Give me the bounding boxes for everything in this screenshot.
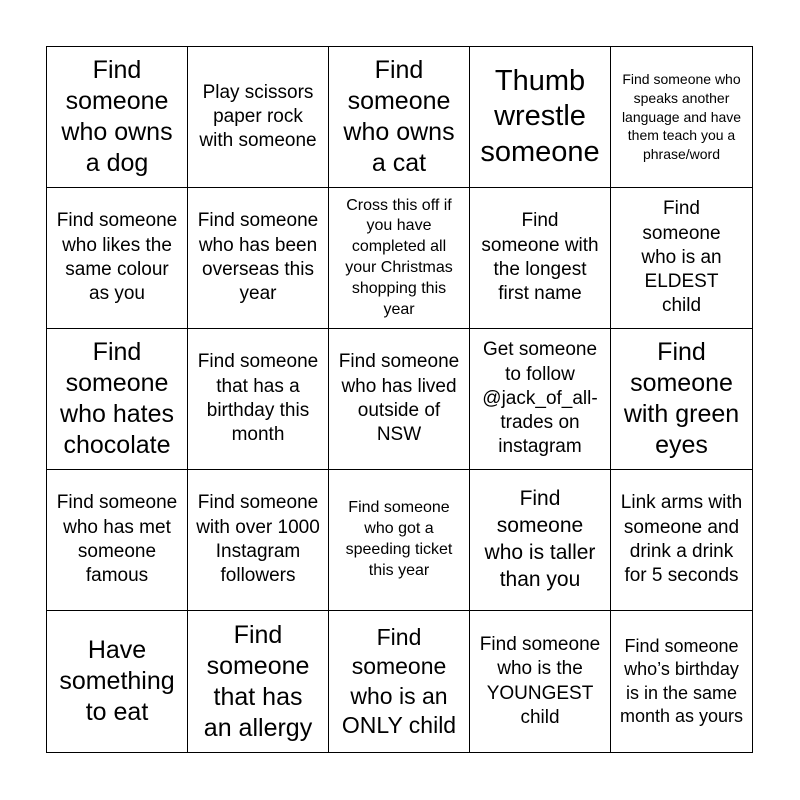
bingo-cell-text: Get someone to follow @jack_of_all-trades on instagram — [482, 339, 598, 458]
bingo-cell[interactable] — [611, 329, 752, 470]
bingo-cell-text: Find someone with green eyes — [623, 338, 740, 459]
bingo-cell-text: Find someone with over 1000 Instagram followers — [196, 492, 320, 587]
bingo-cell-text: Cross this off if you have completed all your Christmas shopping this year — [345, 196, 453, 318]
bingo-cell[interactable] — [470, 188, 611, 329]
bingo-cell[interactable] — [47, 611, 188, 752]
bingo-cell-text: Find someone who got a speeding ticket this year — [345, 499, 453, 579]
bingo-cell[interactable] — [611, 611, 752, 752]
bingo-cell-text: Play scissors paper rock with someone — [199, 81, 317, 152]
bingo-cell-text: Find someone who is an ONLY child — [341, 623, 457, 738]
bingo-cell-text: Find someone who hates chocolate — [60, 338, 174, 459]
bingo-cell-text: Find someone who is taller than you — [484, 487, 596, 591]
bingo-cell[interactable] — [47, 188, 188, 329]
bingo-cell[interactable] — [188, 329, 329, 470]
bingo-cell-text: Find someone with the longest first name — [481, 210, 599, 305]
bingo-cell[interactable] — [47, 329, 188, 470]
bingo-cell-text: Find someone who has lived outside of NSW — [338, 351, 460, 446]
bingo-cell[interactable] — [611, 47, 752, 188]
bingo-cell[interactable] — [188, 611, 329, 752]
bingo-cell[interactable] — [188, 47, 329, 188]
bingo-cell[interactable] — [611, 188, 752, 329]
bingo-cell-text: Find someone who owns a dog — [61, 56, 173, 177]
bingo-cell[interactable] — [329, 47, 470, 188]
bingo-cell[interactable] — [329, 611, 470, 752]
bingo-cell[interactable] — [188, 188, 329, 329]
bingo-cell-text: Have something to eat — [59, 636, 175, 726]
bingo-cell-text: Find someone who’s birthday is in the same month as yours — [619, 636, 744, 726]
bingo-cell[interactable] — [470, 470, 611, 611]
bingo-cell[interactable] — [611, 470, 752, 611]
bingo-cell-text: Find someone who speaks another language and have them teach you a phrase/word — [621, 70, 742, 163]
bingo-cell-text: Find someone that has a birthday this month — [197, 351, 319, 446]
bingo-cell-text: Find someone who is an ELDEST child — [641, 198, 722, 317]
bingo-cell-text: Find someone that has an allergy — [203, 620, 313, 742]
bingo-cell-text: Link arms with someone and drink a drink for 5 seconds — [620, 492, 743, 587]
bingo-board — [46, 46, 753, 753]
bingo-cell[interactable] — [47, 47, 188, 188]
bingo-cell-text: Thumb wrestle someone — [480, 64, 600, 168]
bingo-cell[interactable] — [47, 470, 188, 611]
bingo-cell[interactable] — [329, 188, 470, 329]
bingo-cell-text: Find someone who has met someone famous — [56, 492, 178, 587]
bingo-cell-text: Find someone who has been overseas this year — [197, 210, 319, 305]
bingo-cell[interactable] — [188, 470, 329, 611]
bingo-cell-text: Find someone who owns a cat — [343, 56, 455, 177]
bingo-cell[interactable] — [329, 329, 470, 470]
bingo-cell[interactable] — [470, 611, 611, 752]
bingo-cell-text: Find someone who is the YOUNGEST child — [479, 633, 601, 728]
bingo-cell[interactable] — [329, 470, 470, 611]
bingo-cell[interactable] — [470, 47, 611, 188]
bingo-cell-text: Find someone who likes the same colour as you — [56, 210, 178, 305]
bingo-cell[interactable] — [470, 329, 611, 470]
